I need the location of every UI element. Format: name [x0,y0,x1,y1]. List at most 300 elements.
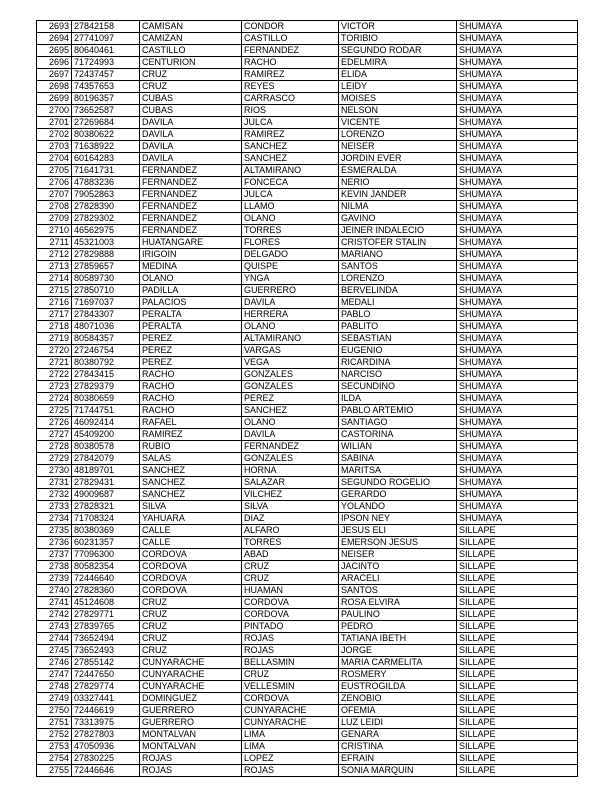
document-id-cell: 80380622 [72,129,140,141]
row-number-cell: 2737 [37,549,72,561]
table-body [37,21,578,777]
paternal-surname-cell: CORDOVA [140,573,242,585]
row-number-cell: 2702 [37,129,72,141]
paternal-surname-cell: RACHO [140,381,242,393]
locality-cell: SILLAPE [457,597,578,609]
row-number-cell: 2699 [37,93,72,105]
paternal-surname-cell: SILVA [140,501,242,513]
paternal-surname-cell: CALLE [140,537,242,549]
document-id-cell: 74357653 [72,81,140,93]
maternal-surname-cell: QUISPE [242,261,339,273]
paternal-surname-cell: PEREZ [140,357,242,369]
locality-cell: SILLAPE [457,705,578,717]
document-id-cell: 27741097 [72,33,140,45]
document-id-cell: 72446640 [72,573,140,585]
row-number-cell: 2732 [37,489,72,501]
maternal-surname-cell: OLANO [242,417,339,429]
table-row [37,585,578,597]
maternal-surname-cell: ALFARO [242,525,339,537]
table-row [37,453,578,465]
maternal-surname-cell: FERNANDEZ [242,45,339,57]
row-number-cell: 2731 [37,477,72,489]
document-id-cell: 80589730 [72,273,140,285]
document-id-cell: 71744751 [72,405,140,417]
row-number-cell: 2720 [37,345,72,357]
table-row [37,393,578,405]
document-id-cell: 27269684 [72,117,140,129]
table-row [37,225,578,237]
document-id-cell: 27828360 [72,585,140,597]
row-number-cell: 2752 [37,729,72,741]
given-names-cell: EFRAIN [339,753,457,765]
paternal-surname-cell: DAVILA [140,117,242,129]
table-row [37,465,578,477]
locality-cell: SHUMAYA [457,57,578,69]
given-names-cell: NELSON [339,105,457,117]
maternal-surname-cell: FONCECA [242,177,339,189]
locality-cell: SHUMAYA [457,261,578,273]
maternal-surname-cell: CORDOVA [242,609,339,621]
given-names-cell: SANTIAGO [339,417,457,429]
paternal-surname-cell: RAFAEL [140,417,242,429]
table-row [37,705,578,717]
paternal-surname-cell: CAMISAN [140,21,242,33]
given-names-cell: CRISTOFER STALIN [339,237,457,249]
table-row [37,405,578,417]
locality-cell: SHUMAYA [457,513,578,525]
locality-cell: SHUMAYA [457,213,578,225]
maternal-surname-cell: VILCHEZ [242,489,339,501]
table-row [37,717,578,729]
locality-cell: SILLAPE [457,645,578,657]
given-names-cell: MARIANO [339,249,457,261]
locality-cell: SHUMAYA [457,93,578,105]
maternal-surname-cell: LLAMO [242,201,339,213]
paternal-surname-cell: SANCHEZ [140,477,242,489]
document-id-cell: 48071036 [72,321,140,333]
document-id-cell: 71724993 [72,57,140,69]
table-row [37,741,578,753]
locality-cell: SILLAPE [457,561,578,573]
table-row [37,657,578,669]
maternal-surname-cell: HERRERA [242,309,339,321]
given-names-cell: PABLO [339,309,457,321]
maternal-surname-cell: DIAZ [242,513,339,525]
paternal-surname-cell: CRUZ [140,645,242,657]
maternal-surname-cell: LOPEZ [242,753,339,765]
document-id-cell: 27246754 [72,345,140,357]
table-row [37,321,578,333]
maternal-surname-cell: OLANO [242,321,339,333]
row-number-cell: 2746 [37,657,72,669]
maternal-surname-cell: VEGA [242,357,339,369]
given-names-cell: CASTORINA [339,429,457,441]
locality-cell: SILLAPE [457,693,578,705]
maternal-surname-cell: CARRASCO [242,93,339,105]
row-number-cell: 2704 [37,153,72,165]
given-names-cell: SABINA [339,453,457,465]
table-row [37,297,578,309]
maternal-surname-cell: CASTILLO [242,33,339,45]
document-id-cell: 77096300 [72,549,140,561]
given-names-cell: MEDALI [339,297,457,309]
table-row [37,561,578,573]
paternal-surname-cell: FERNANDEZ [140,225,242,237]
table-row [37,729,578,741]
document-id-cell: 47883236 [72,177,140,189]
document-id-cell: 72437457 [72,69,140,81]
maternal-surname-cell: SANCHEZ [242,153,339,165]
given-names-cell: VICENTE [339,117,457,129]
row-number-cell: 2700 [37,105,72,117]
maternal-surname-cell: JULCA [242,189,339,201]
document-id-cell: 27829774 [72,681,140,693]
maternal-surname-cell: VELLESMIN [242,681,339,693]
document-id-cell: 73652587 [72,105,140,117]
locality-cell: SHUMAYA [457,105,578,117]
maternal-surname-cell: RAMIREZ [242,69,339,81]
locality-cell: SHUMAYA [457,297,578,309]
paternal-surname-cell: RAMIREZ [140,429,242,441]
paternal-surname-cell: YAHUARA [140,513,242,525]
maternal-surname-cell: ALTAMIRANO [242,333,339,345]
given-names-cell: TORIBIO [339,33,457,45]
row-number-cell: 2738 [37,561,72,573]
document-id-cell: 47050936 [72,741,140,753]
row-number-cell: 2749 [37,693,72,705]
table-row [37,81,578,93]
row-number-cell: 2729 [37,453,72,465]
locality-cell: SHUMAYA [457,381,578,393]
row-number-cell: 2742 [37,609,72,621]
given-names-cell: KEVIN JANDER [339,189,457,201]
document-id-cell: 46092414 [72,417,140,429]
maternal-surname-cell: PINTADO [242,621,339,633]
maternal-surname-cell: CORDOVA [242,597,339,609]
locality-cell: SHUMAYA [457,369,578,381]
locality-cell: SILLAPE [457,549,578,561]
row-number-cell: 2718 [37,321,72,333]
document-id-cell: 80380578 [72,441,140,453]
paternal-surname-cell: CASTILLO [140,45,242,57]
given-names-cell: JESUS ELI [339,525,457,537]
paternal-surname-cell: DAVILA [140,141,242,153]
paternal-surname-cell: CUNYARACHE [140,681,242,693]
maternal-surname-cell: PEREZ [242,393,339,405]
maternal-surname-cell: SANCHEZ [242,405,339,417]
row-number-cell: 2710 [37,225,72,237]
row-number-cell: 2733 [37,501,72,513]
paternal-surname-cell: RACHO [140,369,242,381]
locality-cell: SILLAPE [457,765,578,777]
document-id-cell: 73313975 [72,717,140,729]
row-number-cell: 2748 [37,681,72,693]
table-row [37,165,578,177]
document-id-cell: 27829431 [72,477,140,489]
table-row [37,537,578,549]
locality-cell: SHUMAYA [457,141,578,153]
table-row [37,309,578,321]
given-names-cell: PABLO ARTEMIO [339,405,457,417]
paternal-surname-cell: PALACIOS [140,297,242,309]
locality-cell: SILLAPE [457,585,578,597]
row-number-cell: 2724 [37,393,72,405]
given-names-cell: WILIAN [339,441,457,453]
given-names-cell: SEGUNDO RODAR [339,45,457,57]
maternal-surname-cell: CRUZ [242,561,339,573]
table-row [37,189,578,201]
paternal-surname-cell: PEREZ [140,333,242,345]
document-id-cell: 27830225 [72,753,140,765]
locality-cell: SHUMAYA [457,285,578,297]
document-id-cell: 27829888 [72,249,140,261]
locality-cell: SHUMAYA [457,189,578,201]
maternal-surname-cell: YNGA [242,273,339,285]
document-id-cell: 27842079 [72,453,140,465]
locality-cell: SILLAPE [457,669,578,681]
locality-cell: SHUMAYA [457,357,578,369]
document-id-cell: 27829771 [72,609,140,621]
maternal-surname-cell: ROJAS [242,645,339,657]
given-names-cell: NERIO [339,177,457,189]
locality-cell: SHUMAYA [457,21,578,33]
document-id-cell: 27827803 [72,729,140,741]
paternal-surname-cell: RACHO [140,393,242,405]
paternal-surname-cell: CRUZ [140,69,242,81]
paternal-surname-cell: CORDOVA [140,549,242,561]
locality-cell: SHUMAYA [457,153,578,165]
given-names-cell: CRISTINA [339,741,457,753]
table-row [37,333,578,345]
table-row [37,237,578,249]
maternal-surname-cell: GONZALES [242,453,339,465]
row-number-cell: 2743 [37,621,72,633]
maternal-surname-cell: DAVILA [242,297,339,309]
maternal-surname-cell: ABAD [242,549,339,561]
table-row [37,429,578,441]
given-names-cell: ARACELI [339,573,457,585]
row-number-cell: 2739 [37,573,72,585]
row-number-cell: 2693 [37,21,72,33]
row-number-cell: 2709 [37,213,72,225]
table-row [37,645,578,657]
row-number-cell: 2736 [37,537,72,549]
maternal-surname-cell: OLANO [242,213,339,225]
maternal-surname-cell: GUERRERO [242,285,339,297]
locality-cell: SHUMAYA [457,405,578,417]
document-id-cell: 73652493 [72,645,140,657]
locality-cell: SHUMAYA [457,453,578,465]
document-id-cell: 27842158 [72,21,140,33]
row-number-cell: 2707 [37,189,72,201]
row-number-cell: 2706 [37,177,72,189]
paternal-surname-cell: DAVILA [140,153,242,165]
maternal-surname-cell: HORNA [242,465,339,477]
locality-cell: SILLAPE [457,741,578,753]
locality-cell: SILLAPE [457,609,578,621]
row-number-cell: 2745 [37,645,72,657]
given-names-cell: EMERSON JESUS [339,537,457,549]
locality-cell: SHUMAYA [457,393,578,405]
paternal-surname-cell: CRUZ [140,633,242,645]
document-id-cell: 60231357 [72,537,140,549]
given-names-cell: BERVELINDA [339,285,457,297]
maternal-surname-cell: JULCA [242,117,339,129]
paternal-surname-cell: CRUZ [140,597,242,609]
paternal-surname-cell: HUATANGARE [140,237,242,249]
paternal-surname-cell: PERALTA [140,321,242,333]
table-row [37,141,578,153]
given-names-cell: LUZ LEIDI [339,717,457,729]
document-id-cell: 27859657 [72,261,140,273]
row-number-cell: 2750 [37,705,72,717]
table-row [37,21,578,33]
paternal-surname-cell: DOMINGUEZ [140,693,242,705]
row-number-cell: 2747 [37,669,72,681]
document-id-cell: 79052863 [72,189,140,201]
locality-cell: SILLAPE [457,537,578,549]
locality-cell: SHUMAYA [457,45,578,57]
locality-cell: SHUMAYA [457,237,578,249]
table-row [37,693,578,705]
given-names-cell: NARCISO [339,369,457,381]
locality-cell: SHUMAYA [457,165,578,177]
maternal-surname-cell: SILVA [242,501,339,513]
document-id-cell: 27828390 [72,201,140,213]
table-row [37,345,578,357]
maternal-surname-cell: CONDOR [242,21,339,33]
row-number-cell: 2753 [37,741,72,753]
paternal-surname-cell: GUERRERO [140,705,242,717]
given-names-cell: ZENOBIO [339,693,457,705]
document-id-cell: 49009687 [72,489,140,501]
maternal-surname-cell: LIMA [242,729,339,741]
row-number-cell: 2715 [37,285,72,297]
table-row [37,609,578,621]
document-id-cell: 71697037 [72,297,140,309]
given-names-cell: EUSTROGILDA [339,681,457,693]
locality-cell: SILLAPE [457,681,578,693]
maternal-surname-cell: SALAZAR [242,477,339,489]
table-row [37,765,578,777]
locality-cell: SILLAPE [457,633,578,645]
maternal-surname-cell: REYES [242,81,339,93]
given-names-cell: NEISER [339,549,457,561]
row-number-cell: 2716 [37,297,72,309]
given-names-cell: SECUNDINO [339,381,457,393]
paternal-surname-cell: PADILLA [140,285,242,297]
given-names-cell: LORENZO [339,129,457,141]
given-names-cell: SANTOS [339,261,457,273]
table-row [37,369,578,381]
given-names-cell: JEINER INDALECIO [339,225,457,237]
row-number-cell: 2711 [37,237,72,249]
row-number-cell: 2697 [37,69,72,81]
maternal-surname-cell: GONZALES [242,369,339,381]
maternal-surname-cell: ROJAS [242,765,339,777]
paternal-surname-cell: FERNANDEZ [140,189,242,201]
row-number-cell: 2705 [37,165,72,177]
given-names-cell: EDELMIRA [339,57,457,69]
locality-cell: SHUMAYA [457,117,578,129]
given-names-cell: JORGE [339,645,457,657]
paternal-surname-cell: CAMIZAN [140,33,242,45]
document-id-cell: 27843307 [72,309,140,321]
given-names-cell: PAULINO [339,609,457,621]
paternal-surname-cell: SALAS [140,453,242,465]
table-row [37,201,578,213]
document-id-cell: 60164283 [72,153,140,165]
row-number-cell: 2701 [37,117,72,129]
document-id-cell: 27843415 [72,369,140,381]
document-id-cell: 80380369 [72,525,140,537]
row-number-cell: 2734 [37,513,72,525]
table-row [37,285,578,297]
row-number-cell: 2708 [37,201,72,213]
table-row [37,93,578,105]
document-id-cell: 71638922 [72,141,140,153]
document-id-cell: 27839765 [72,621,140,633]
paternal-surname-cell: CORDOVA [140,561,242,573]
locality-cell: SILLAPE [457,621,578,633]
given-names-cell: TATIANA IBETH [339,633,457,645]
locality-cell: SHUMAYA [457,201,578,213]
locality-cell: SHUMAYA [457,33,578,45]
given-names-cell: YOLANDO [339,501,457,513]
paternal-surname-cell: CUBAS [140,105,242,117]
table-row [37,573,578,585]
table-row [37,273,578,285]
maternal-surname-cell: HUAMAN [242,585,339,597]
maternal-surname-cell: VARGAS [242,345,339,357]
table-row [37,489,578,501]
maternal-surname-cell: RAMIREZ [242,129,339,141]
document-id-cell: 45321003 [72,237,140,249]
maternal-surname-cell: FERNANDEZ [242,441,339,453]
paternal-surname-cell: OLANO [140,273,242,285]
table-row [37,69,578,81]
locality-cell: SILLAPE [457,753,578,765]
paternal-surname-cell: CRUZ [140,81,242,93]
table-row [37,249,578,261]
paternal-surname-cell: MONTALVAN [140,729,242,741]
maternal-surname-cell: CRUZ [242,573,339,585]
locality-cell: SHUMAYA [457,273,578,285]
document-id-cell: 27828321 [72,501,140,513]
row-number-cell: 2696 [37,57,72,69]
paternal-surname-cell: FERNANDEZ [140,213,242,225]
table-row [37,381,578,393]
maternal-surname-cell: GONZALES [242,381,339,393]
given-names-cell: LEIDY [339,81,457,93]
row-number-cell: 2694 [37,33,72,45]
row-number-cell: 2755 [37,765,72,777]
locality-cell: SHUMAYA [457,333,578,345]
row-number-cell: 2730 [37,465,72,477]
table-row [37,117,578,129]
locality-cell: SHUMAYA [457,429,578,441]
paternal-surname-cell: FERNANDEZ [140,165,242,177]
data-table [36,20,578,777]
maternal-surname-cell: LIMA [242,741,339,753]
paternal-surname-cell: CENTURION [140,57,242,69]
table-row [37,669,578,681]
maternal-surname-cell: CRUZ [242,669,339,681]
given-names-cell: OFEMIA [339,705,457,717]
maternal-surname-cell: DAVILA [242,429,339,441]
document-id-cell: 80380792 [72,357,140,369]
paternal-surname-cell: CORDOVA [140,585,242,597]
